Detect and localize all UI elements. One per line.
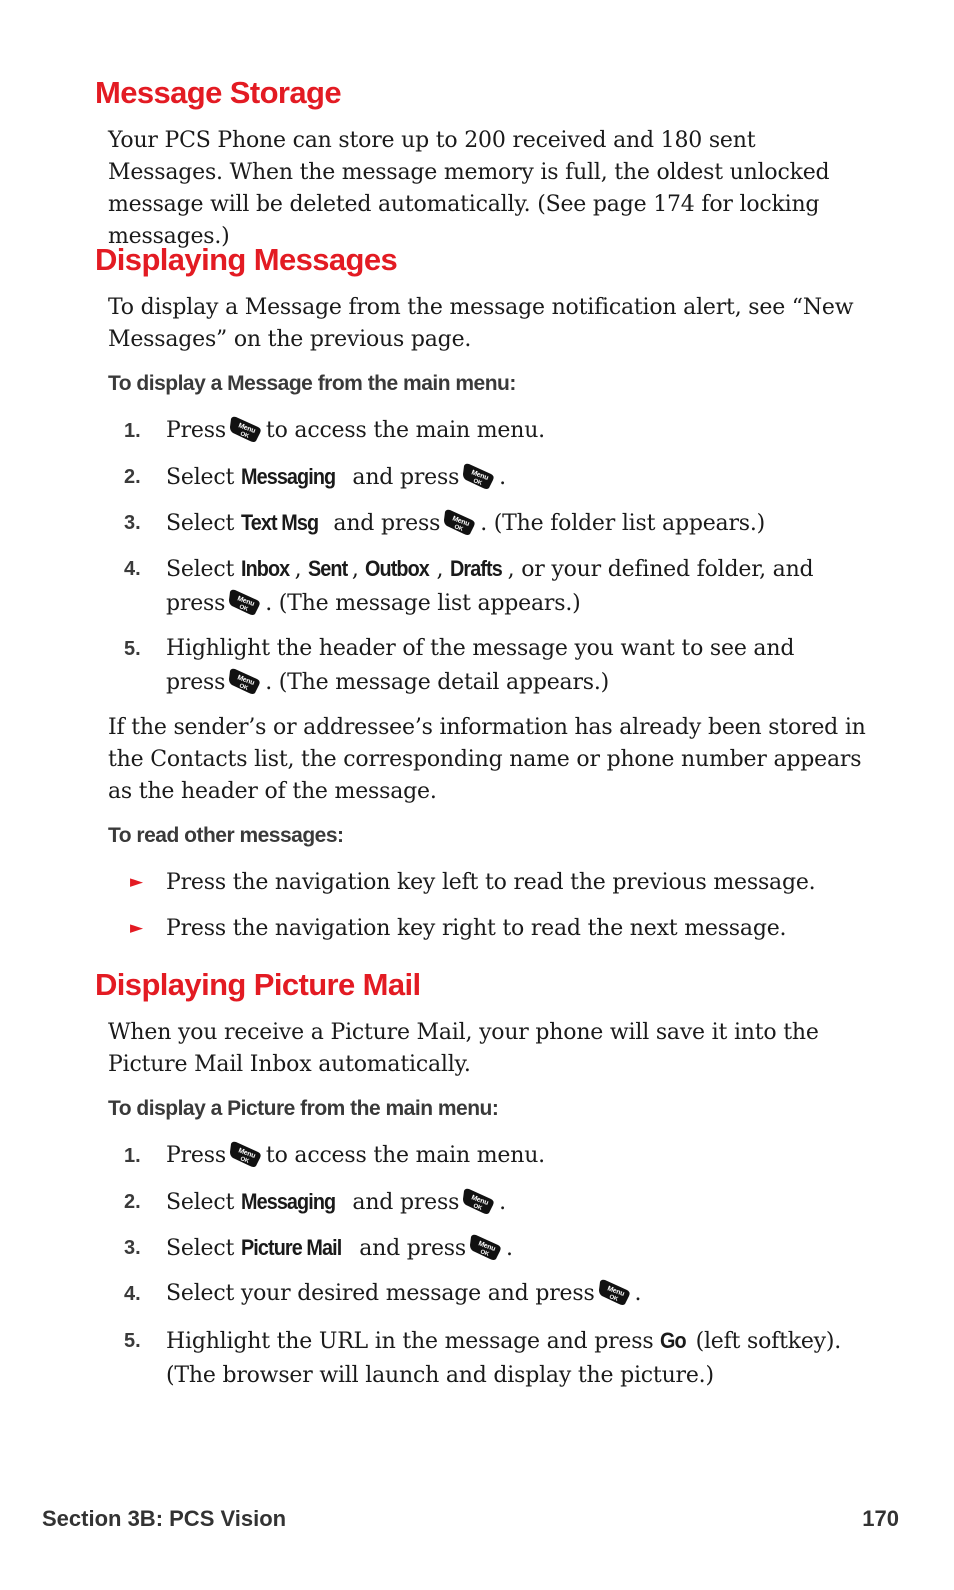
- section-title-message-storage: Message Storage: [95, 75, 341, 110]
- keyword-messaging: Messaging: [240, 1189, 336, 1214]
- section-title-displaying-messages: Displaying Messages: [95, 242, 398, 277]
- bullet-arrow-icon: ►: [130, 872, 144, 892]
- menu-ok-key-icon: [462, 462, 496, 490]
- message-storage-paragraph: Your PCS Phone can store up to 200 received and 180 sent Messages. When the message memory is full, the oldest unlocked message will be deleted automatically. (See page 174 for locking messages.): [108, 128, 830, 249]
- keyword-picture-mail: Picture Mail: [240, 1235, 342, 1260]
- keyword-sent: Sent: [308, 556, 348, 581]
- keyword-go: Go: [660, 1328, 686, 1353]
- menu-ok-key-icon: [598, 1278, 632, 1306]
- footer-section-label: Section 3B: PCS Vision: [42, 1506, 287, 1531]
- menu-ok-key-icon: [462, 1187, 496, 1215]
- menu-ok-key-icon: [229, 415, 263, 443]
- keyword-inbox: Inbox: [240, 556, 290, 581]
- menu-ok-key-icon: [228, 667, 262, 695]
- displaying-messages-paragraph: To display a Message from the message notification alert, see “New Messages” on the previous page.: [108, 295, 854, 352]
- keyword-outbox: Outbox: [365, 556, 430, 581]
- bullet-arrow-icon: ►: [130, 918, 144, 938]
- menu-ok-key-icon: [229, 1140, 263, 1168]
- keyword-drafts: Drafts: [450, 556, 502, 581]
- keyword-messaging: Messaging: [240, 464, 336, 489]
- subheading-picture-main-menu: To display a Picture from the main menu:: [108, 1097, 499, 1120]
- subheading-read-other: To read other messages:: [108, 824, 344, 847]
- menu-ok-key-icon: [228, 588, 262, 616]
- page-number: 170: [862, 1506, 899, 1531]
- manual-page: Message Storage Your PCS Phone can store up to 200 received and 180 sent Messages. When the message memory is full, the oldest unlocked message will be deleted automatically. (See page 174 for locking messages.) Displaying Messages To display a Message from the message notification alert, see “New Messages” on the previous page. To display a Message from the main menu: 1. Press to access the main menu. 2. Select Messaging and press . 3. Select Text Msg and press . (The folder list appears.) 4. Select Inbox , Sent , Outbox , Drafts , or your defined folder, and press . (The message list appears.) 5. Highlight the header of the message you want to see and press . (The message detail appears.) If the sender’s or addressee’s information has already been stored in the Contacts list, the corresponding name or phone number appears as the header of the message. To read other messages: ► Press the navigation key left to read the previous message. ► Press the navigation key right to read the next message. Displaying Picture Mail When you receive a Picture Mail, your phone will save it into the Picture Mail Inbox automatically. To display a Picture from the main menu: 1. Press to access the main menu. 2. Select Messaging and press . 3. Select Picture Mail and press . 4. Select your desired message and press . 5. Highlight the URL in the message and press Go (left softkey). (The browser will launch and display the picture.) Section 3B: PCS Vision 170: [42, 75, 899, 1531]
- section-title-displaying-picture-mail: Displaying Picture Mail: [95, 967, 421, 1002]
- menu-ok-key-icon: [469, 1233, 503, 1261]
- keyword-text-msg: Text Msg: [240, 510, 319, 535]
- picture-mail-paragraph: When you receive a Picture Mail, your phone will save it into the Picture Mail Inbox automatically.: [108, 1020, 819, 1077]
- subheading-main-menu: To display a Message from the main menu:: [108, 372, 516, 395]
- contacts-header-paragraph: If the sender’s or addressee’s information has already been stored in the Contacts list, the corresponding name or phone number appears as the header of the message.: [108, 715, 866, 804]
- menu-ok-key-icon: [443, 508, 477, 536]
